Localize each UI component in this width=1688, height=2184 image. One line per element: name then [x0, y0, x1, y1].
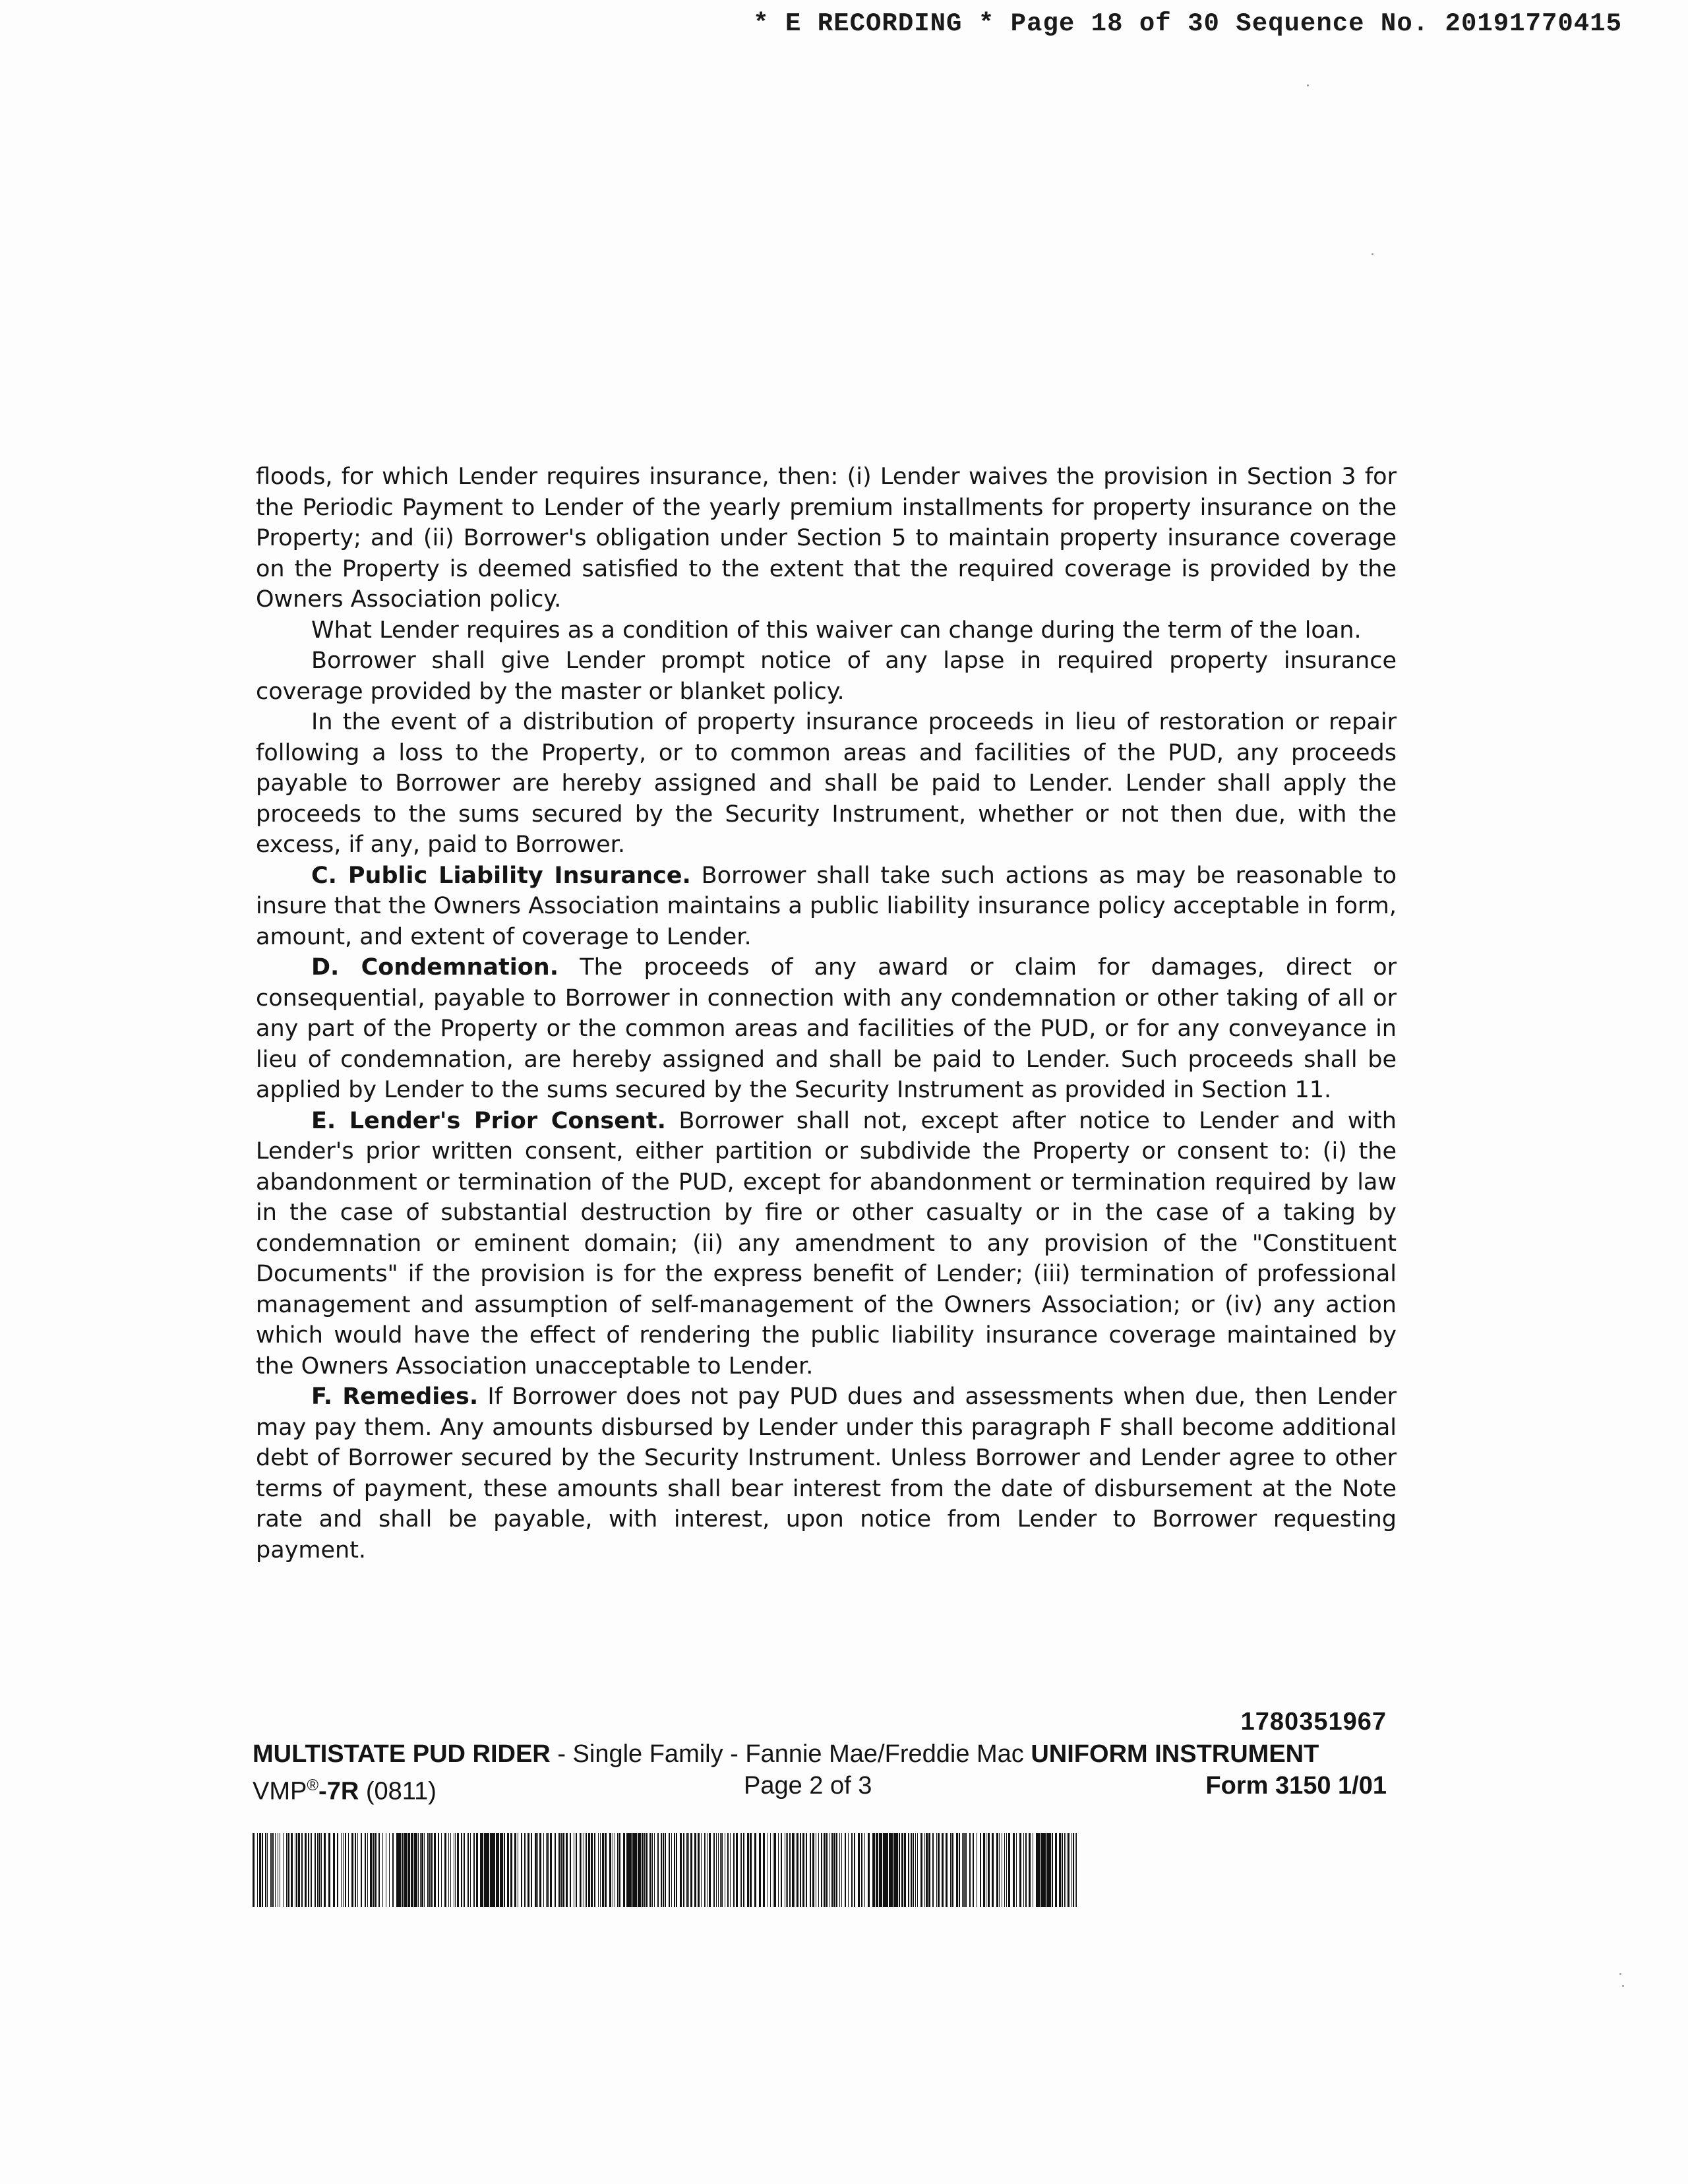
barcode-bar	[671, 1833, 672, 1907]
barcode-bar	[879, 1833, 882, 1907]
barcode-bar	[924, 1833, 925, 1907]
barcode-bar	[709, 1833, 711, 1907]
barcode-bar	[845, 1833, 846, 1907]
barcode-bar	[605, 1833, 607, 1907]
barcode-bar	[288, 1833, 289, 1907]
barcode-bar	[1062, 1833, 1063, 1907]
barcode-bar	[365, 1833, 366, 1907]
barcode-bar	[382, 1833, 383, 1907]
barcode-bar	[962, 1833, 963, 1907]
barcode-bar	[704, 1833, 705, 1907]
barcode-bar	[286, 1833, 287, 1907]
barcode-bar	[257, 1833, 258, 1907]
barcode-bar	[424, 1833, 425, 1907]
barcode-bar	[600, 1833, 601, 1907]
barcode-bar	[370, 1833, 372, 1907]
paragraph-text: Borrower shall take such actions as may be reasonable to insure that the Owners Association maintains a public liability insurance policy acceptable in form, amount, and extent of coverage to Lender.	[256, 862, 1397, 950]
section-c-paragraph	[256, 861, 1397, 953]
barcode-bar	[698, 1833, 700, 1907]
barcode-bar	[802, 1833, 804, 1907]
barcode-bar	[800, 1833, 801, 1907]
barcode-bar	[550, 1833, 552, 1907]
barcode-bar	[707, 1833, 708, 1907]
barcode-bar	[389, 1833, 390, 1907]
barcode-bar	[826, 1833, 828, 1907]
form-title-bold: MULTISTATE PUD RIDER	[253, 1740, 551, 1768]
barcode-bar	[868, 1833, 870, 1907]
barcode-bar	[480, 1833, 483, 1907]
barcode-bar	[1055, 1833, 1057, 1907]
barcode-bar	[718, 1833, 719, 1907]
barcode-bar	[457, 1833, 459, 1907]
barcode-bar	[1016, 1833, 1017, 1907]
paragraph-text: What Lender requires as a condition of this waiver can change during the term of the loan.	[311, 617, 1362, 644]
barcode-bar	[812, 1833, 814, 1907]
barcode-bar	[889, 1833, 893, 1907]
barcode-bar	[1071, 1833, 1072, 1907]
barcode-bar	[750, 1833, 752, 1907]
barcode-bar	[467, 1833, 469, 1907]
barcode-bar	[421, 1833, 423, 1907]
barcode-bar	[528, 1833, 529, 1907]
barcode-bar	[858, 1833, 860, 1907]
barcode-bar	[418, 1833, 419, 1907]
barcode-bar	[566, 1833, 568, 1907]
barcode-bar	[992, 1833, 994, 1907]
barcode-bar	[908, 1833, 909, 1907]
barcode-bar	[531, 1833, 532, 1907]
barcode-bar	[1073, 1833, 1074, 1907]
barcode-bar	[690, 1833, 692, 1907]
barcode-bar	[455, 1833, 456, 1907]
barcode-bar	[1013, 1833, 1015, 1907]
barcode-bar	[1041, 1833, 1046, 1907]
barcode-bar	[727, 1833, 729, 1907]
section-f-paragraph	[256, 1381, 1397, 1565]
barcode-bar	[657, 1833, 659, 1907]
barcode-bar	[774, 1833, 776, 1907]
barcode-bar	[663, 1833, 664, 1907]
barcode-bar	[259, 1833, 261, 1907]
barcode-bar	[733, 1833, 735, 1907]
barcode-bar	[1076, 1833, 1077, 1907]
barcode-bar	[969, 1833, 971, 1907]
barcode-bar	[669, 1833, 670, 1907]
barcode-bar	[311, 1833, 312, 1907]
barcode-bar	[839, 1833, 840, 1907]
barcode-bar	[950, 1833, 951, 1907]
barcode-bar	[367, 1833, 368, 1907]
barcode-bar	[619, 1833, 620, 1907]
barcode-bar	[318, 1833, 320, 1907]
barcode-bar	[996, 1833, 998, 1907]
barcode-bar	[586, 1833, 587, 1907]
barcode-bar	[831, 1833, 833, 1907]
registered-mark: ®	[307, 1776, 319, 1794]
barcode-bar	[747, 1833, 749, 1907]
barcode-bar	[821, 1833, 822, 1907]
barcode-bar	[275, 1833, 276, 1907]
barcode-bar	[317, 1833, 318, 1907]
form-footer	[253, 1705, 1387, 1805]
page-label: Page 2 of 3	[744, 1772, 872, 1800]
form-code	[253, 1769, 437, 1808]
barcode-bar	[448, 1833, 449, 1907]
form-code-suffix: -7R	[318, 1777, 359, 1805]
barcode-bar	[899, 1833, 900, 1907]
barcode-bar	[414, 1833, 417, 1907]
barcode-bar	[375, 1833, 377, 1907]
barcode-bar	[792, 1833, 794, 1907]
barcode-bar	[956, 1833, 958, 1907]
barcode-bar	[694, 1833, 696, 1907]
barcode-bar	[1068, 1833, 1069, 1907]
paragraph-text: In the event of a distribution of property insurance proceeds in lieu of restoration or repair following a loss to the Property, or to common areas and facilities of the PUD, any proceeds payable to Borrower are hereby assigned and shall be paid to Lender. Lender shall apply the proceeds to the sums secured by the Security Instrument, whether or not then due, with the excess, if any, paid to Borrower.	[256, 709, 1397, 858]
barcode-bar	[496, 1833, 499, 1907]
section-e-paragraph	[256, 1106, 1397, 1382]
barcode-bar	[267, 1833, 268, 1907]
barcode-bar	[594, 1833, 595, 1907]
barcode-bar	[408, 1833, 410, 1907]
barcode-bar	[872, 1833, 875, 1907]
barcode-bar	[345, 1833, 346, 1907]
barcode-bar	[973, 1833, 974, 1907]
barcode-bar	[781, 1833, 782, 1907]
barcode-bar	[915, 1833, 916, 1907]
document-body	[256, 462, 1397, 1565]
barcode-bar	[431, 1833, 433, 1907]
barcode-bar	[686, 1833, 688, 1907]
barcode-bar	[787, 1833, 788, 1907]
barcode-bar	[951, 1833, 953, 1907]
barcode-bar	[963, 1833, 965, 1907]
barcode-bar	[308, 1833, 309, 1907]
barcode-bar	[535, 1833, 537, 1907]
barcode-bar	[836, 1833, 837, 1907]
barcode-bar	[688, 1833, 689, 1907]
barcode-bar	[355, 1833, 356, 1907]
barcode-bar	[674, 1833, 675, 1907]
paragraph-text: If Borrower does not pay PUD dues and assessments when due, then Lender may pay them. Any amounts disbursed by Lender under this paragraph F shall become additional debt of Borrower secured by the Security Instrument. Unless Borrower and Lender agree to other terms of payment, these amounts shall bear interest from the date of disbursement at the Note rate and shall be payable, with interest, upon notice from Lender to Borrower requesting payment.	[256, 1383, 1397, 1563]
barcode-bar	[461, 1833, 462, 1907]
barcode-bar	[676, 1833, 677, 1907]
barcode-bar	[654, 1833, 655, 1907]
barcode-bar	[560, 1833, 562, 1907]
barcode-bar	[841, 1833, 842, 1907]
paragraph-text: floods, for which Lender requires insurance, then: (i) Lender waives the provision in Section 3 for the Periodic Payment to Lender of the yearly premium installments for property insurance on the Property; and (ii) Borrower's obligation under Section 5 to maintain property insurance coverage on the Property is deemed satisfied to the extent that the required coverage is provided by the Owners Association policy.	[256, 464, 1397, 613]
barcode-bar	[642, 1833, 644, 1907]
barcode-bar	[450, 1833, 451, 1907]
barcode-bar	[357, 1833, 358, 1907]
section-heading: C. Public Liability Insurance.	[311, 862, 691, 889]
barcode-bar	[913, 1833, 914, 1907]
barcode-bar	[521, 1833, 522, 1907]
form-title-bold-2: UNIFORM INSTRUMENT	[1031, 1740, 1319, 1768]
barcode-bar	[701, 1833, 702, 1907]
barcode-bar	[333, 1833, 335, 1907]
form-info-line	[253, 1769, 1387, 1805]
barcode-bar	[429, 1833, 431, 1907]
barcode-bar	[623, 1833, 625, 1907]
barcode-bar	[926, 1833, 928, 1907]
form-title-rest: - Single Family - Fannie Mae/Freddie Mac	[550, 1740, 1031, 1768]
barcode-bar	[378, 1833, 380, 1907]
barcode-bar	[824, 1833, 826, 1907]
barcode-bar	[911, 1833, 912, 1907]
barcode-bar	[861, 1833, 862, 1907]
barcode-bar	[490, 1833, 495, 1907]
scan-speck	[1372, 253, 1373, 255]
barcode-bar	[361, 1833, 362, 1907]
barcode-bar	[938, 1833, 940, 1907]
barcode-bar	[743, 1833, 744, 1907]
loan-number: 1780351967	[1240, 1708, 1387, 1736]
barcode-bar	[665, 1833, 666, 1907]
barcode-bar	[434, 1833, 436, 1907]
barcode-bar	[644, 1833, 645, 1907]
barcode-bar	[555, 1833, 556, 1907]
barcode-bar	[396, 1833, 401, 1907]
barcode-bar	[864, 1833, 865, 1907]
barcode-bar	[1052, 1833, 1053, 1907]
barcode-bar	[524, 1833, 526, 1907]
barcode-bar	[1008, 1833, 1010, 1907]
barcode-bar	[936, 1833, 937, 1907]
barcode-bar	[504, 1833, 505, 1907]
barcode-bar	[547, 1833, 549, 1907]
barcode-bar	[337, 1833, 338, 1907]
barcode-bar	[901, 1833, 903, 1907]
body-paragraph	[256, 646, 1397, 707]
barcode-bar	[626, 1833, 632, 1907]
section-heading: D. Condemnation.	[311, 954, 559, 981]
barcode-bar	[420, 1833, 421, 1907]
barcode-bar	[713, 1833, 715, 1907]
barcode-bar	[928, 1833, 930, 1907]
barcode-bar	[833, 1833, 835, 1907]
body-paragraph	[256, 707, 1397, 861]
barcode-bar	[741, 1833, 742, 1907]
barcode-bar	[562, 1833, 564, 1907]
barcode-bar	[341, 1833, 342, 1907]
barcode-bar	[427, 1833, 429, 1907]
barcode-bar	[778, 1833, 779, 1907]
barcode-bar	[321, 1833, 322, 1907]
barcode-bar	[1046, 1833, 1051, 1907]
barcode-bar	[810, 1833, 811, 1907]
body-paragraph	[256, 615, 1397, 646]
barcode-bar	[301, 1833, 303, 1907]
barcode-bar	[283, 1833, 284, 1907]
form-code-version: (0811)	[359, 1777, 437, 1805]
barcode-bar	[789, 1833, 791, 1907]
barcode-bar	[265, 1833, 266, 1907]
barcode-bar	[438, 1833, 439, 1907]
barcode-bar	[598, 1833, 599, 1907]
barcode-bar	[797, 1833, 798, 1907]
barcode-bar	[661, 1833, 662, 1907]
barcode-bar	[272, 1833, 274, 1907]
barcode-bar	[411, 1833, 413, 1907]
barcode-bar	[736, 1833, 738, 1907]
section-heading: F. Remedies.	[311, 1383, 479, 1410]
scan-speck	[1622, 1985, 1624, 1987]
barcode-bar	[373, 1833, 375, 1907]
barcode-bar	[680, 1833, 682, 1907]
barcode-bar	[851, 1833, 853, 1907]
barcode-bar	[920, 1833, 922, 1907]
barcode-bar	[291, 1833, 293, 1907]
barcode-bar	[1025, 1833, 1027, 1907]
barcode-bar	[473, 1833, 475, 1907]
barcode-bar	[763, 1833, 765, 1907]
barcode-bar	[904, 1833, 906, 1907]
barcode-bar	[253, 1833, 255, 1907]
barcode-bar	[507, 1833, 509, 1907]
barcode-bar	[602, 1833, 604, 1907]
scan-speck	[1619, 1973, 1621, 1975]
barcode-bar	[1019, 1833, 1021, 1907]
barcode-bar	[262, 1833, 263, 1907]
barcode-bar	[818, 1833, 819, 1907]
barcode-bar	[942, 1833, 944, 1907]
barcode-bar	[965, 1833, 967, 1907]
barcode-bar	[1029, 1833, 1031, 1907]
barcode-image	[253, 1833, 1077, 1907]
barcode-bar	[883, 1833, 888, 1907]
barcode-bar	[721, 1833, 723, 1907]
barcode-bar	[609, 1833, 611, 1907]
form-title	[253, 1739, 1387, 1769]
scan-speck	[1307, 84, 1309, 86]
barcode-bar	[558, 1833, 560, 1907]
barcode-bar	[1023, 1833, 1024, 1907]
barcode-bar	[539, 1833, 541, 1907]
barcode-bar	[646, 1833, 648, 1907]
barcode-bar	[270, 1833, 272, 1907]
barcode-bar	[617, 1833, 618, 1907]
barcode-bar	[441, 1833, 442, 1907]
paragraph-text: The proceeds of any award or claim for damages, direct or consequential, payable to Borrower in connection with any condemnation or other taking of all or any part of the Property or the common areas and facilities of the PUD, or for any conveyance in lieu of condemnation, are hereby assigned and shall be paid to Lender. Such proceeds shall be applied by Lender to the sums secured by the Security Instrument as provided in Section 11.	[256, 954, 1397, 1103]
barcode-bar	[848, 1833, 849, 1907]
barcode-bar	[298, 1833, 300, 1907]
barcode-graphic	[253, 1833, 1077, 1907]
barcode-bar	[351, 1833, 353, 1907]
barcode-bar	[649, 1833, 651, 1907]
barcode-bar	[348, 1833, 349, 1907]
barcode-bar	[932, 1833, 934, 1907]
barcode-bar	[946, 1833, 948, 1907]
barcode-bar	[580, 1833, 581, 1907]
barcode-bar	[510, 1833, 512, 1907]
barcode-bar	[1064, 1833, 1065, 1907]
barcode-bar	[1067, 1833, 1068, 1907]
barcode-bar	[470, 1833, 471, 1907]
barcode-bar	[543, 1833, 544, 1907]
barcode-bar	[537, 1833, 538, 1907]
barcode-bar	[404, 1833, 407, 1907]
section-d-paragraph	[256, 952, 1397, 1106]
barcode-bar	[770, 1833, 771, 1907]
barcode-bar	[980, 1833, 981, 1907]
barcode-bar	[652, 1833, 653, 1907]
barcode-bar	[983, 1833, 985, 1907]
barcode-bar	[576, 1833, 577, 1907]
barcode-bar	[754, 1833, 756, 1907]
barcode-bar	[759, 1833, 761, 1907]
barcode-bar	[1006, 1833, 1007, 1907]
barcode-bar	[786, 1833, 787, 1907]
barcode-bar	[959, 1833, 960, 1907]
barcode-bar	[546, 1833, 547, 1907]
barcode-bar	[1004, 1833, 1005, 1907]
barcode-bar	[638, 1833, 641, 1907]
barcode-bar	[876, 1833, 878, 1907]
barcode-bar	[476, 1833, 478, 1907]
barcode-bar	[328, 1833, 330, 1907]
barcode-bar	[893, 1833, 898, 1907]
barcode-bar	[570, 1833, 571, 1907]
body-paragraph	[256, 462, 1397, 615]
barcode-bar	[402, 1833, 404, 1907]
form-number: Form 3150 1/01	[1205, 1772, 1387, 1800]
barcode-bar	[806, 1833, 807, 1907]
barcode-bar	[716, 1833, 717, 1907]
barcode-bar	[796, 1833, 797, 1907]
barcode-bar	[305, 1833, 307, 1907]
barcode-bar	[854, 1833, 855, 1907]
barcode-bar	[591, 1833, 593, 1907]
barcode-bar	[315, 1833, 316, 1907]
barcode-bar	[683, 1833, 684, 1907]
barcode-bar	[999, 1833, 1000, 1907]
barcode-bar	[730, 1833, 731, 1907]
barcode-bar	[500, 1833, 503, 1907]
paragraph-text: Borrower shall give Lender prompt notice of any lapse in required property insurance coverage provided by the master or blanket policy.	[256, 648, 1397, 705]
barcode-bar	[514, 1833, 516, 1907]
barcode-bar	[392, 1833, 394, 1907]
paragraph-text: Borrower shall not, except after notice to Lender and with Lender's prior written consent, either partition or subdivide the Property or consent to: (i) the abandonment or termination of the PUD, except for abandonment or termination required by law in the case of substantial destruction by fire or other casualty or in the case of a taking by condemnation or eminent domain; (ii) any amendment to any provision of the "Constituent Documents" if the provision is for the express benefit of Lender; (iii) termination of professional management and assumption of self-management of the Owners Association; or (iv) any action which would have the effect of rendering the public liability insurance coverage maintained by the Owners Association unacceptable to Lender.	[256, 1107, 1397, 1380]
barcode-bar	[720, 1833, 721, 1907]
barcode-bar	[1059, 1833, 1061, 1907]
barcode-bar	[588, 1833, 590, 1907]
barcode-bar	[484, 1833, 489, 1907]
barcode-bar	[1036, 1833, 1040, 1907]
form-code-prefix: VMP	[253, 1777, 307, 1805]
recording-header: * E RECORDING * Page 18 of 30 Sequence No. 20191770415	[753, 9, 1622, 38]
barcode-bar	[464, 1833, 465, 1907]
barcode-bar	[444, 1833, 446, 1907]
barcode-bar	[296, 1833, 297, 1907]
section-heading: E. Lender's Prior Consent.	[311, 1107, 666, 1134]
barcode-bar	[632, 1833, 637, 1907]
barcode-bar	[343, 1833, 344, 1907]
barcode-bar	[988, 1833, 990, 1907]
barcode-bar	[324, 1833, 326, 1907]
barcode-bar	[917, 1833, 918, 1907]
